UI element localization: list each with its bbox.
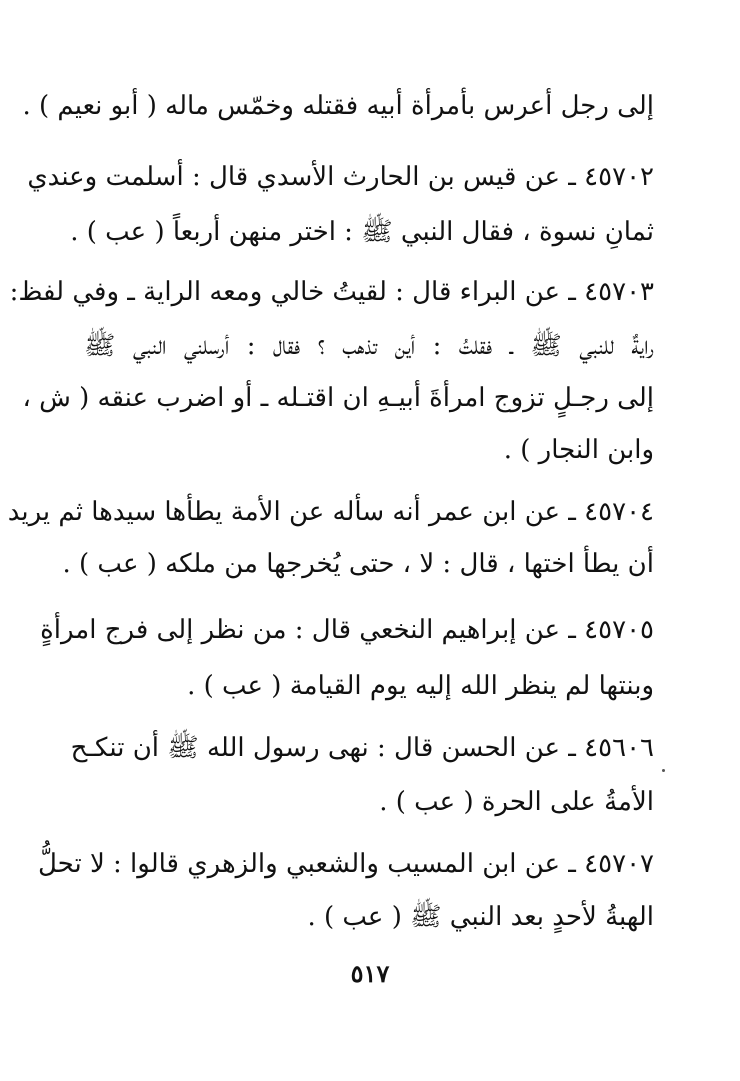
hadith-entry-45707-line-1: ٤٥٧٠٧ ـ عن ابن المسيب والشعبي والزهري قالوا : لا تحلُّ — [37, 849, 654, 879]
hadith-entry-45704-line-1: ٤٥٧٠٤ ـ عن ابن عمر أنه سأله عن الأمة يطأها سيدها ثم يريد — [7, 497, 654, 527]
hadith-entry-45703-line-3: إلى رجـلٍ تزوج امرأةَ أبيـهِ ان اقتـله ـ أو اضرب عنقه ( ش ، — [22, 383, 654, 413]
hadith-entry-45703-line-1: ٤٥٧٠٣ ـ عن البراء قال : لقيتُ خالي ومعه الراية ـ وفي لفظ: — [9, 277, 654, 307]
print-speck — [662, 769, 665, 772]
hadith-entry-45702-line-2: ثمانِ نسوة ، فقال النبي ﷺ : اختر منهن أربعاً ( عب ) . — [70, 217, 654, 247]
hadith-entry-45702-line-1: ٤٥٧٠٢ ـ عن قيس بن الحارث الأسدي قال : أسلمت وعندي — [27, 162, 654, 192]
hadith-entry-45704-line-2: أن يطأ اختها ، قال : لا ، حتى يُخرجها من ملكه ( عب ) . — [62, 549, 654, 579]
hadith-entry-45703-line-4: وابن النجار ) . — [503, 435, 654, 465]
hadith-entry-45606-line-1: ٤٥٦٠٦ ـ عن الحسن قال : نهى رسول الله ﷺ أن تنكـح — [70, 733, 654, 763]
hadith-entry-45703-line-2: رايةٌ للنبي ﷺ ـ فقلتُ : أين تذهب ؟ فقال : أرسلني النبي ﷺ — [84, 331, 654, 361]
text-line: إلى رجل أعرس بأمرأة أبيه فقتله وخمّس ماله ( أبو نعيم ) . — [22, 91, 654, 121]
page-number: ٥١٧ — [350, 959, 390, 988]
hadith-entry-45705-line-1: ٤٥٧٠٥ ـ عن إبراهيم النخعي قال : من نظر إلى فرج امرأةٍ — [40, 615, 654, 645]
hadith-entry-45606-line-2: الأمةُ على الحرة ( عب ) . — [379, 787, 654, 817]
hadith-entry-45707-line-2: الهبةُ لأحدٍ بعد النبي ﷺ ( عب ) . — [307, 902, 654, 932]
hadith-entry-45705-line-2: وبنتها لم ينظر الله إليه يوم القيامة ( عب ) . — [187, 671, 654, 701]
